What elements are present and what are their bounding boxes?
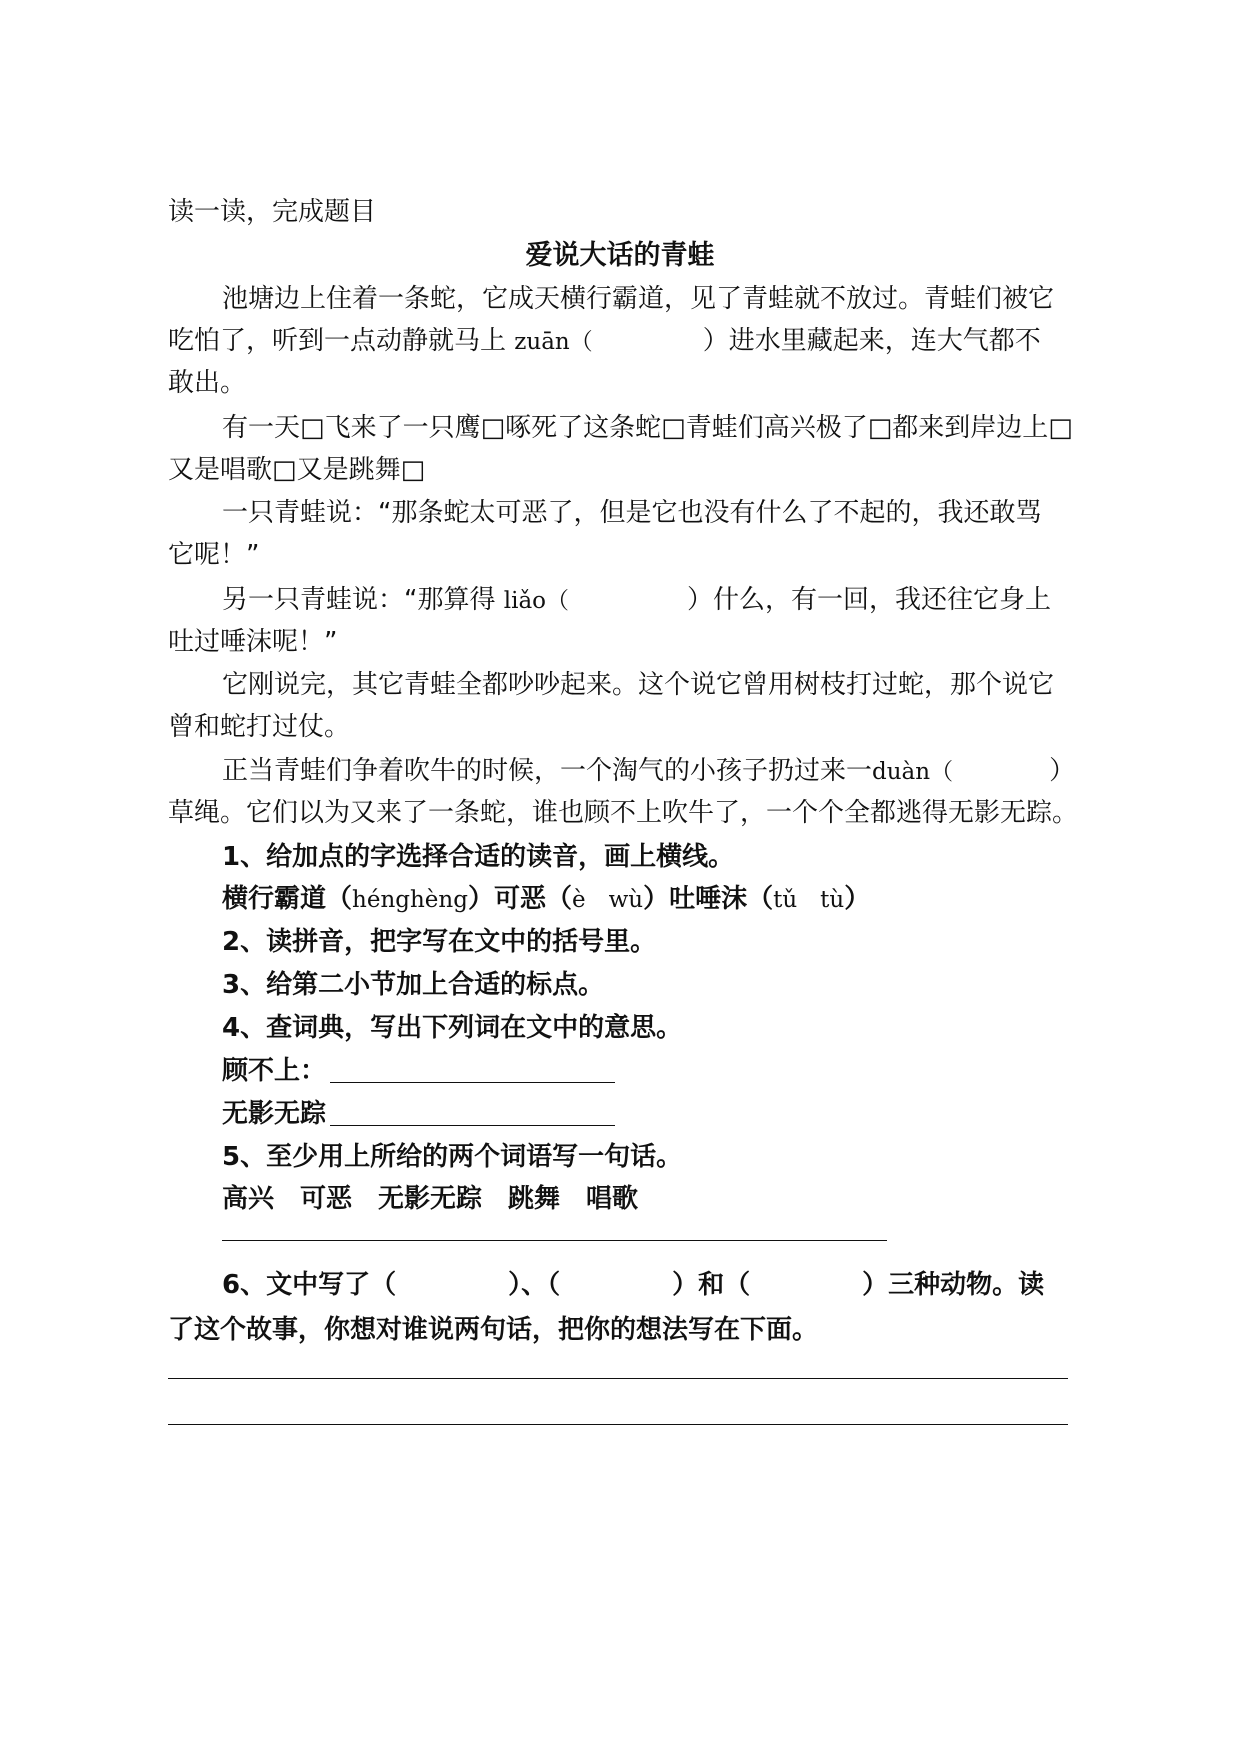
story-p4-line2: 吐过唾沫呢！” xyxy=(168,627,338,657)
text-run: ）什么，有一回，我还往它身上 xyxy=(687,585,1052,615)
story-p1-line3: 敢出。 xyxy=(168,368,247,398)
text-run: 6、文中写了（ xyxy=(222,1270,397,1300)
text-run: ）吐唾沫（ xyxy=(643,884,774,914)
question-6-line2: 了这个故事，你想对谁说两句话，把你的想法写在下面。 xyxy=(168,1315,819,1345)
story-p6-line2: 草绳。它们以为又来了一条蛇，谁也顾不上吹牛了，一个个全都逃得无影无踪。 xyxy=(168,798,1079,828)
text-run: ）和（ xyxy=(672,1270,751,1300)
text-run: ）、（ xyxy=(508,1270,561,1300)
text-run: 另一只青蛙说：“那算得 xyxy=(222,585,504,615)
story-p5-line1: 它刚说完，其它青蛙全都吵吵起来。这个说它曾用树枝打过蛇，那个说它 xyxy=(222,670,1055,700)
answer-line-1[interactable] xyxy=(168,1378,1068,1379)
question-5: 5、至少用上所给的两个词语写一句话。 xyxy=(222,1142,683,1172)
text-run: 横行霸道（ xyxy=(222,884,353,914)
pinyin-zuan: zuān（ xyxy=(514,329,593,355)
text-run: 正当青蛙们争着吹牛的时候，一个淘气的小孩子扔过来一 xyxy=(222,756,873,786)
question-1: 1、给加点的字选择合适的读音，画上横线。 xyxy=(222,842,735,872)
pinyin-option[interactable]: hénghèng xyxy=(352,887,468,913)
pinyin-option[interactable]: è wù xyxy=(571,887,644,913)
pinyin-liao: liǎo（ xyxy=(503,588,570,614)
intro-instruction: 读一读，完成题目 xyxy=(168,197,377,227)
answer-line-2[interactable] xyxy=(168,1424,1068,1425)
story-p3-line1: 一只青蛙说：“那条蛇太可恶了，但是它也没有什么了不起的，我还敢骂 xyxy=(222,498,1042,528)
question-1-options xyxy=(222,879,1142,920)
question-4-word2: 无影无踪 xyxy=(222,1099,327,1129)
story-p6-line1 xyxy=(222,751,1142,792)
answer-line-sentence[interactable] xyxy=(222,1240,887,1241)
story-p4-line1 xyxy=(222,580,1142,621)
text-run: ） xyxy=(844,884,871,914)
story-p5-line2: 曾和蛇打过仗。 xyxy=(168,712,351,742)
question-4: 4、查词典，写出下列词在文中的意思。 xyxy=(222,1013,683,1043)
story-p2-line1: 有一天□飞来了一只鹰□啄死了这条蛇□青蛙们高兴极了□都来到岸边上□ xyxy=(222,413,1073,443)
question-2: 2、读拼音，把字写在文中的括号里。 xyxy=(222,927,657,957)
answer-line-word2[interactable] xyxy=(330,1125,615,1126)
story-p1-line2 xyxy=(168,321,1088,362)
text-run: ）进水里藏起来，连大气都不 xyxy=(702,326,1041,356)
question-3: 3、给第二小节加上合适的标点。 xyxy=(222,970,605,1000)
question-5-words: 高兴 可恶 无影无踪 跳舞 唱歌 xyxy=(222,1184,639,1214)
pinyin-duan: duàn（ xyxy=(872,759,954,785)
answer-line-word1[interactable] xyxy=(330,1082,615,1083)
story-p2-line2: 又是唱歌□又是跳舞□ xyxy=(168,455,426,485)
text-run: ）可恶（ xyxy=(467,884,572,914)
question-6-line1 xyxy=(222,1265,1142,1305)
pinyin-option[interactable]: tǔ tù xyxy=(773,887,845,913)
text-run: ）三种动物。读 xyxy=(862,1270,1045,1300)
question-4-word1: 顾不上： xyxy=(222,1056,327,1086)
story-p1-line1: 池塘边上住着一条蛇，它成天横行霸道，见了青蛙就不放过。青蛙们被它 xyxy=(222,284,1055,314)
story-title: 爱说大话的青蛙 xyxy=(525,240,715,271)
text-run: ） xyxy=(1049,756,1076,786)
text-run: 吃怕了，听到一点动静就马上 xyxy=(168,326,515,356)
story-p3-line2: 它呢！” xyxy=(168,540,260,570)
